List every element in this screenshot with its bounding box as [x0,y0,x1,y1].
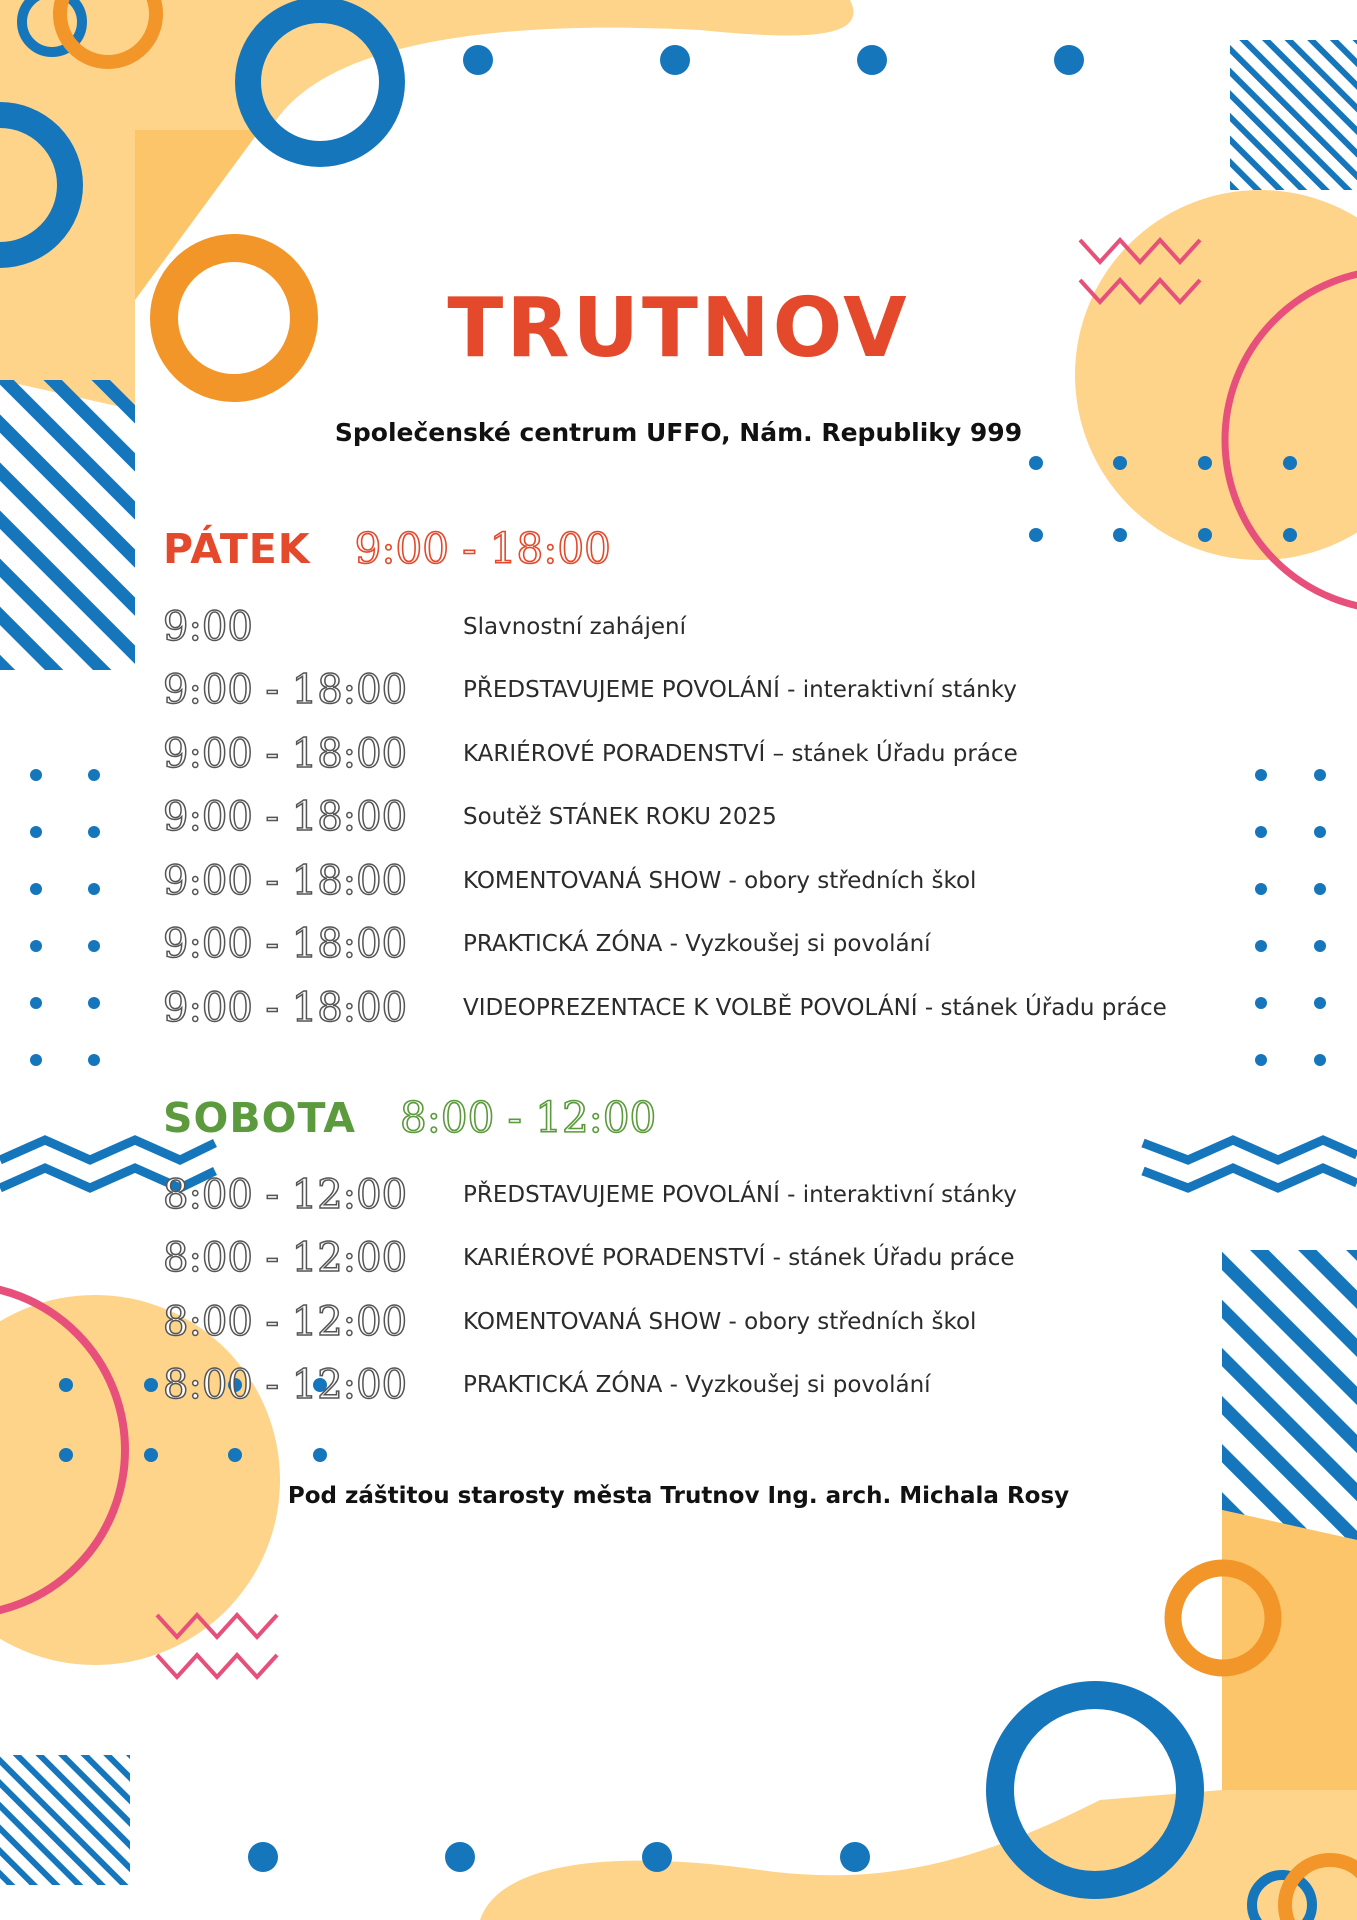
bottom-dot-shape [248,1842,278,1872]
top-dot-shape [1054,45,1084,75]
left-dot-grid-shape [30,769,100,1066]
saturday-hours: 8:00 - 12:00 [400,1093,657,1142]
program-row [163,786,1223,850]
program-title: PŘEDSTAVUJEME POVOLÁNÍ - interaktivní stánky [463,1181,1017,1208]
patronage-note: Pod záštitou starosty města Trutnov Ing. arch. Michala Rosy [287,1483,1070,1509]
program-title: Slavnostní zahájení [463,613,686,640]
page-title: TRUTNOV [447,281,910,376]
right-dot-grid-shape [1255,769,1326,1066]
program-title: Soutěž STÁNEK ROKU 2025 [463,804,777,831]
right-zigzag-shape [1143,1140,1357,1160]
program-title: KOMENTOVANÁ SHOW - obory středních škol [463,1308,977,1335]
top-dot-shape [660,45,690,75]
program-time: 8:00 - 12:00 [163,1362,408,1409]
program-row [163,913,1223,977]
program-time: 9:00 - 18:00 [163,730,408,777]
program-row [163,1163,1223,1227]
program-row [163,1290,1223,1354]
program-time: 8:00 - 12:00 [163,1298,408,1345]
program-title: VIDEOPREZENTACE K VOLBĚ POVOLÁNÍ - stánek Úřadu práce [463,994,1167,1021]
saturday-program-list [163,1163,1223,1417]
program-title: KOMENTOVANÁ SHOW - obory středních škol [463,867,977,894]
program-row [163,659,1223,723]
program-title: PRAKTICKÁ ZÓNA - Vyzkoušej si povolání [463,931,931,958]
friday-hours: 9:00 - 18:00 [354,524,611,573]
friday-heading [163,524,611,573]
bottom-left-stripes-shape [0,1755,130,1885]
program-time: 9:00 - 18:00 [163,857,408,904]
bottom-dot-shape [840,1842,870,1872]
program-title: KARIÉROVÉ PORADENSTVÍ – stánek Úřadu práce [463,740,1018,767]
program-title: KARIÉROVÉ PORADENSTVÍ - stánek Úřadu práce [463,1245,1015,1272]
top-dot-shape [463,45,493,75]
bottom-dot-shape [642,1842,672,1872]
program-row [163,849,1223,913]
program-time: 9:00 - 18:00 [163,984,408,1031]
program-row [163,1354,1223,1418]
program-row [163,1227,1223,1291]
venue-address: Společenské centrum UFFO, Nám. Republiky 999 [334,418,1023,447]
program-time: 9:00 - 18:00 [163,921,408,968]
program-time: 9:00 [163,603,253,650]
top-right-stripes-shape [1230,40,1357,190]
left-zigzag-shape [0,1140,215,1160]
program-time: 8:00 - 12:00 [163,1235,408,1282]
saturday-name: SOBOTA [163,1094,357,1142]
program-row [163,722,1223,786]
program-time: 9:00 - 18:00 [163,667,408,714]
program-title: PRAKTICKÁ ZÓNA - Vyzkoušej si povolání [463,1372,931,1399]
program-row [163,976,1223,1040]
top-dot-shape [857,45,887,75]
program-title: PŘEDSTAVUJEME POVOLÁNÍ - interaktivní stánky [463,677,1017,704]
zigzag-shape [157,1655,277,1677]
program-row [163,595,1223,659]
saturday-heading [163,1093,657,1142]
bottom-dot-shape [445,1842,475,1872]
friday-program-list [163,595,1223,1040]
friday-name: PÁTEK [163,525,311,573]
program-time: 8:00 - 12:00 [163,1171,408,1218]
program-time: 9:00 - 18:00 [163,794,408,841]
bottom-right-frame-shape [1222,1510,1357,1790]
